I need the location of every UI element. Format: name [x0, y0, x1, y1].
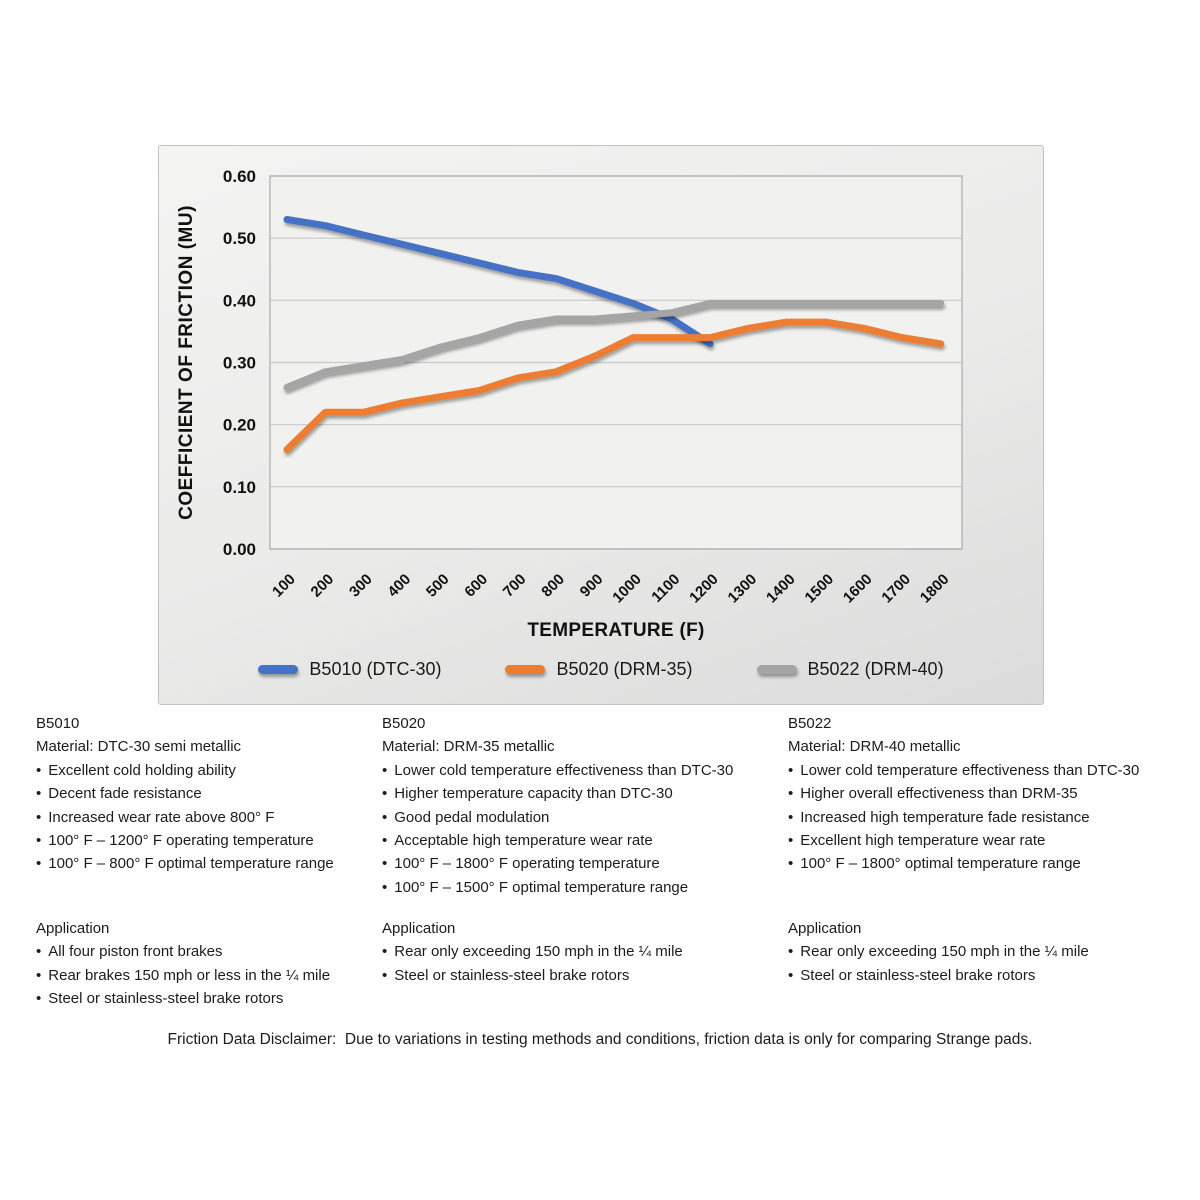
y-tick-label: 0.20 [222, 415, 256, 435]
feature-item: • Acceptable high temperature wear rate [382, 829, 788, 852]
application-title: Application [36, 920, 110, 937]
x-tick-label: 1300 [724, 570, 761, 607]
y-tick-label: 0.00 [222, 540, 256, 559]
application-list [382, 940, 788, 987]
application-item: • Rear brakes 150 mph or less in the ¼ mile [36, 964, 382, 987]
y-tick-label: 0.10 [222, 477, 256, 497]
y-tick-label: 0.30 [222, 353, 256, 373]
feature-item: • Lower cold temperature effectiveness than DTC-30 [788, 759, 1174, 782]
legend-label: B5010 (DTC-30) [309, 659, 442, 679]
feature-item: • Excellent high temperature wear rate [788, 829, 1174, 852]
feature-list [382, 759, 788, 899]
product-application-b5022 [788, 917, 1174, 1011]
feature-item: • 100° F – 1500° F optimal temperature range [382, 876, 788, 899]
legend-swatch [258, 665, 298, 674]
product-material: Material: DTC-30 semi metallic [36, 738, 242, 756]
product-info-b5022 [788, 712, 1174, 917]
feature-item: • Good pedal modulation [382, 806, 788, 829]
product-model: B5020 [382, 715, 426, 732]
x-tick-label: 600 [461, 570, 492, 601]
x-tick-label: 1500 [801, 570, 838, 607]
product-application-b5020 [382, 917, 788, 1011]
feature-item: • 100° F – 800° F optimal temperature range [36, 852, 382, 875]
x-tick-label: 400 [384, 570, 415, 601]
legend-item-b5022 [757, 659, 944, 680]
x-tick-label: 1600 [839, 570, 876, 607]
application-title: Application [382, 920, 456, 937]
x-tick-label: 100 [269, 570, 299, 601]
application-item: • Steel or stainless-steel brake rotors [788, 964, 1174, 987]
application-item: • All four piston front brakes [36, 940, 382, 963]
x-tick-label: 900 [576, 570, 607, 601]
product-material: Material: DRM-40 metallic [788, 738, 961, 756]
x-tick-label: 1700 [878, 570, 915, 607]
legend-label: B5022 (DRM-40) [807, 659, 944, 679]
x-tick-label: 800 [538, 570, 568, 601]
application-item: • Steel or stainless-steel brake rotors [382, 964, 788, 987]
feature-item: • 100° F – 1800° F operating temperature [382, 852, 788, 875]
y-tick-label: 0.40 [222, 291, 256, 311]
application-item: • Rear only exceeding 150 mph in the ¼ mile [382, 940, 788, 963]
x-tick-label: 1200 [686, 570, 722, 607]
legend-swatch [757, 665, 797, 674]
chart-legend [159, 659, 1043, 680]
legend-label: B5020 (DRM-35) [556, 659, 693, 679]
feature-list [36, 759, 382, 876]
feature-item: • 100° F – 1200° F operating temperature [36, 829, 382, 852]
feature-item: • Decent fade resistance [36, 782, 382, 805]
legend-item-b5010 [258, 659, 441, 680]
product-info-b5020 [382, 712, 788, 917]
y-tick-label: 0.50 [222, 229, 256, 249]
x-tick-label: 1000 [609, 570, 645, 607]
product-info-b5010 [36, 712, 382, 917]
x-tick-label: 1400 [763, 570, 799, 607]
application-item: • Steel or stainless-steel brake rotors [36, 987, 382, 1010]
x-tick-label: 1800 [916, 570, 953, 607]
x-axis-title: TEMPERATURE (F) [527, 620, 705, 641]
legend-item-b5020 [505, 659, 692, 680]
feature-item: • Higher overall effectiveness than DRM-35 [788, 782, 1174, 805]
application-title: Application [788, 920, 862, 937]
feature-item: • Lower cold temperature effectiveness than DTC-30 [382, 759, 788, 782]
product-specs [36, 712, 1174, 1011]
x-tick-label: 300 [346, 570, 376, 601]
product-model: B5010 [36, 715, 80, 732]
feature-item: • Higher temperature capacity than DTC-30 [382, 782, 788, 805]
x-tick-label: 500 [422, 570, 453, 601]
y-axis-title: COEFFICIENT OF FRICTION (MU) [176, 205, 197, 520]
application-list [36, 940, 382, 1010]
disclaimer-text: Friction Data Disclaimer: Due to variations in testing methods and conditions, friction data is only for comparing Strange pads. [167, 1031, 1033, 1048]
feature-item: • Excellent cold holding ability [36, 759, 382, 782]
product-model: B5022 [788, 715, 832, 732]
feature-item: • Increased high temperature fade resistance [788, 806, 1174, 829]
x-tick-label: 1100 [648, 570, 684, 606]
x-tick-label: 200 [307, 570, 338, 601]
feature-list [788, 759, 1174, 876]
product-material: Material: DRM-35 metallic [382, 738, 555, 756]
legend-swatch [505, 665, 545, 674]
feature-item: • Increased wear rate above 800° F [36, 806, 382, 829]
x-tick-label: 700 [499, 570, 530, 601]
application-list [788, 940, 1174, 987]
friction-chart [158, 145, 1044, 705]
y-tick-label: 0.60 [222, 167, 256, 186]
application-item: • Rear only exceeding 150 mph in the ¼ mile [788, 940, 1174, 963]
product-application-b5010 [36, 917, 382, 1011]
chart-canvas [159, 146, 1043, 706]
feature-item: • 100° F – 1800° optimal temperature range [788, 852, 1174, 875]
